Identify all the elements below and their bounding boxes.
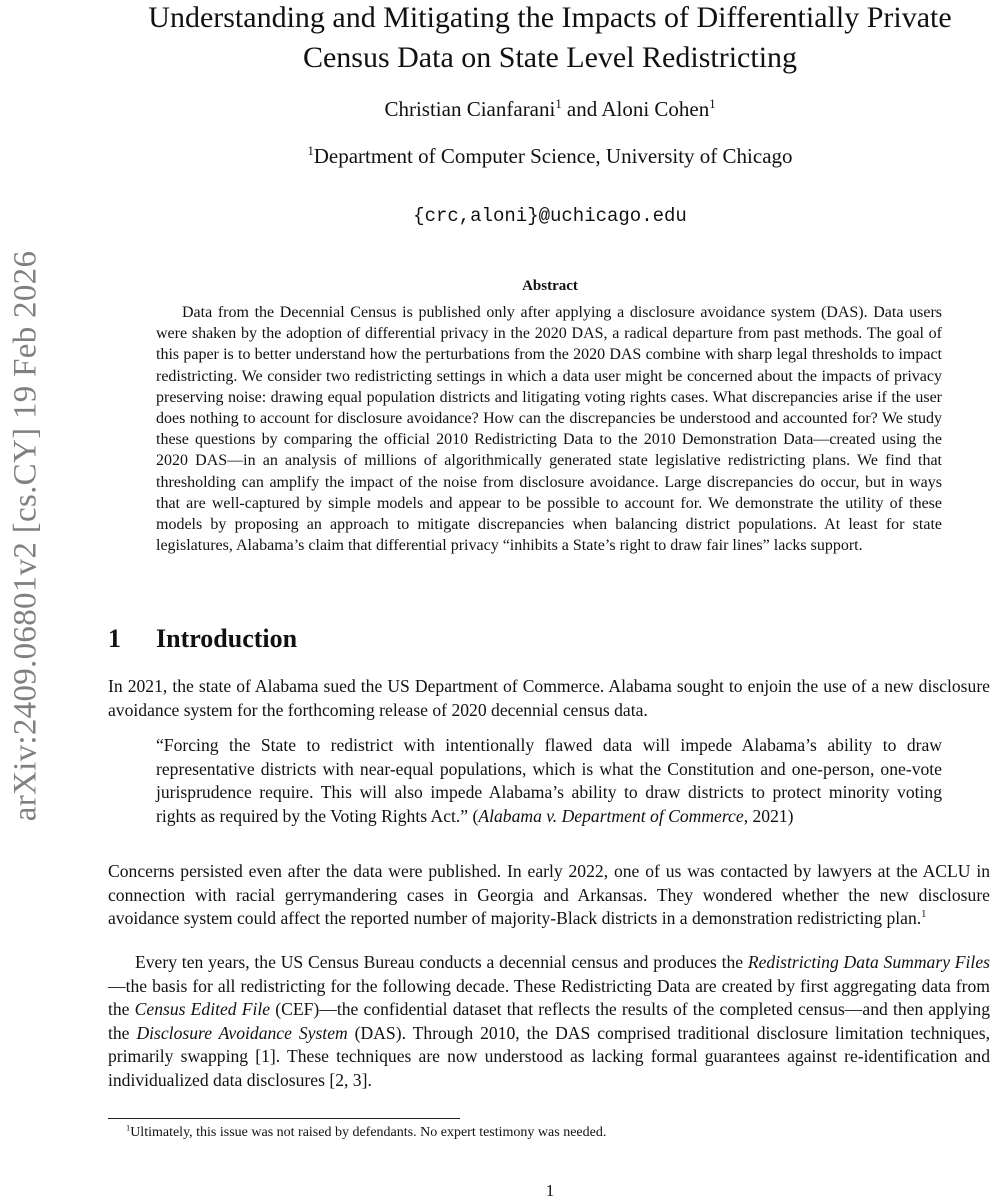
footnote-reference[interactable]: 1 (921, 909, 927, 921)
paper-title (95, 0, 991, 78)
paragraph-3-part-a: Every ten years, the US Census Bureau conducts a decennial census and produces the (135, 952, 748, 972)
author-2-affiliation-mark: 1 (709, 96, 716, 111)
arxiv-sidebar (0, 0, 58, 1200)
paragraph-2-text: Concerns persisted even after the data were published. In early 2022, one of us was contacted by lawyers at the ACLU in connection with racial gerrymandering cases in Georgia and Arkansas. They wondered whether the new disclosure avoidance system could affect the reported number of majority-Black districts in a demonstration redistricting plan. (108, 861, 990, 929)
author-conjunction: and (561, 97, 602, 121)
footnote (108, 1124, 990, 1142)
affiliation-text: Department of Computer Science, University of Chicago (313, 144, 793, 168)
author-2: Aloni Cohen (601, 97, 710, 121)
paragraph-3-part-c: (CEF)—the confidential dataset that reflects the results of the completed census—and then applying the (108, 999, 990, 1043)
title-line-2: Census Data on State Level Redistricting (302, 41, 798, 74)
section-number: 1 (108, 624, 121, 653)
quote-citation: Alabama v. Department of Commerce (478, 805, 744, 826)
intro-paragraph-2 (108, 860, 990, 931)
abstract-heading: Abstract (522, 278, 578, 294)
affiliation (95, 144, 991, 169)
paragraph-3-part-d: (DAS). Through 2010, the DAS comprised traditional disclosure limitation techniques, primarily swapping [1]. These techniques are now understood as lacking formal guarantees against re-identification and individualized data disclosures [2, 3]. (108, 1022, 990, 1090)
alabama-quote (156, 734, 942, 828)
term-disclosure-avoidance-system: Disclosure Avoidance System (136, 1022, 348, 1043)
page-number: 1 (545, 1181, 555, 1200)
quote-citation-year: , 2021) (743, 805, 794, 826)
intro-paragraph-3 (108, 951, 990, 1093)
footnote-mark: 1 (126, 1123, 131, 1133)
author-1: Christian Cianfarani (384, 97, 556, 121)
author-email: {crc,aloni}@uchicago.edu (413, 205, 687, 227)
section-title: Introduction (156, 624, 298, 653)
abstract-text: Data from the Decennial Census is published only after applying a disclosure avoidance system (DAS). Data users were shaken by the adoption of differential privacy in the 2020 DAS, a radical departure from past methods. The goal of this paper is to better understand how the perturbations from the 2020 DAS combine with sharp legal thresholds to impact redistricting. We consider two redistricting settings in which a data user might be concerned about the impacts of privacy preserving noise: drawing equal population districts and litigating voting rights cases. What discrepancies arise if the user does nothing to account for disclosure avoidance? How can the discrepancies be understood and accounted for? We study these questions by comparing the official 2010 Redistricting Data to the 2010 Demonstration Data—created using the 2020 DAS—in an analysis of millions of algorithmically generated state legislative redistricting plans. We find that thresholding can amplify the impact of the noise from disclosure avoidance. Large discrepancies do occur, but in ways that are well-captured by simple models and appear to be possible to account for. We demonstrate the utility of these models by proposing an approach to mitigate discrepancies when balancing district populations. At least for state legislatures, Alabama’s claim that differential privacy “inhibits a State’s right to draw fair lines” lacks support. (156, 304, 942, 555)
footnote-divider (108, 1118, 460, 1119)
term-census-edited-file: Census Edited File (134, 999, 271, 1020)
author-list (95, 97, 991, 122)
section-heading (108, 624, 297, 654)
author-1-affiliation-mark: 1 (555, 96, 562, 111)
term-redistricting-data-summary-files: Redistricting Data Summary Files (747, 952, 990, 972)
affiliation-mark: 1 (307, 143, 314, 158)
arxiv-identifier: arXiv:2409.06801v2 [cs.CY] 19 Feb 2026 (7, 250, 44, 822)
quote-text: “Forcing the State to redistrict with intentionally flawed data will impede Alabama’s ability to draw representative districts with near-equal populations, which is what the Constitution and one-person, one-vote jurisprudence require. This will also impede Alabama’s ability to draw districts to protect minority voting rights as required by the Voting Rights Act.” ( (156, 735, 942, 826)
title-line-1: Understanding and Mitigating the Impacts of Differentially Private (148, 1, 952, 34)
intro-paragraph-1: In 2021, the state of Alabama sued the US Department of Commerce. Alabama sought to enjoin the use of a new disclosure avoidance system for the forthcoming release of 2020 decennial census data. (108, 676, 990, 720)
paragraph-3-part-b: —the basis for all redistricting for the following decade. These Redistricting Data are created by first aggregating data from the (108, 975, 990, 1020)
footnote-text: Ultimately, this issue was not raised by defendants. No expert testimony was needed. (130, 1125, 607, 1140)
